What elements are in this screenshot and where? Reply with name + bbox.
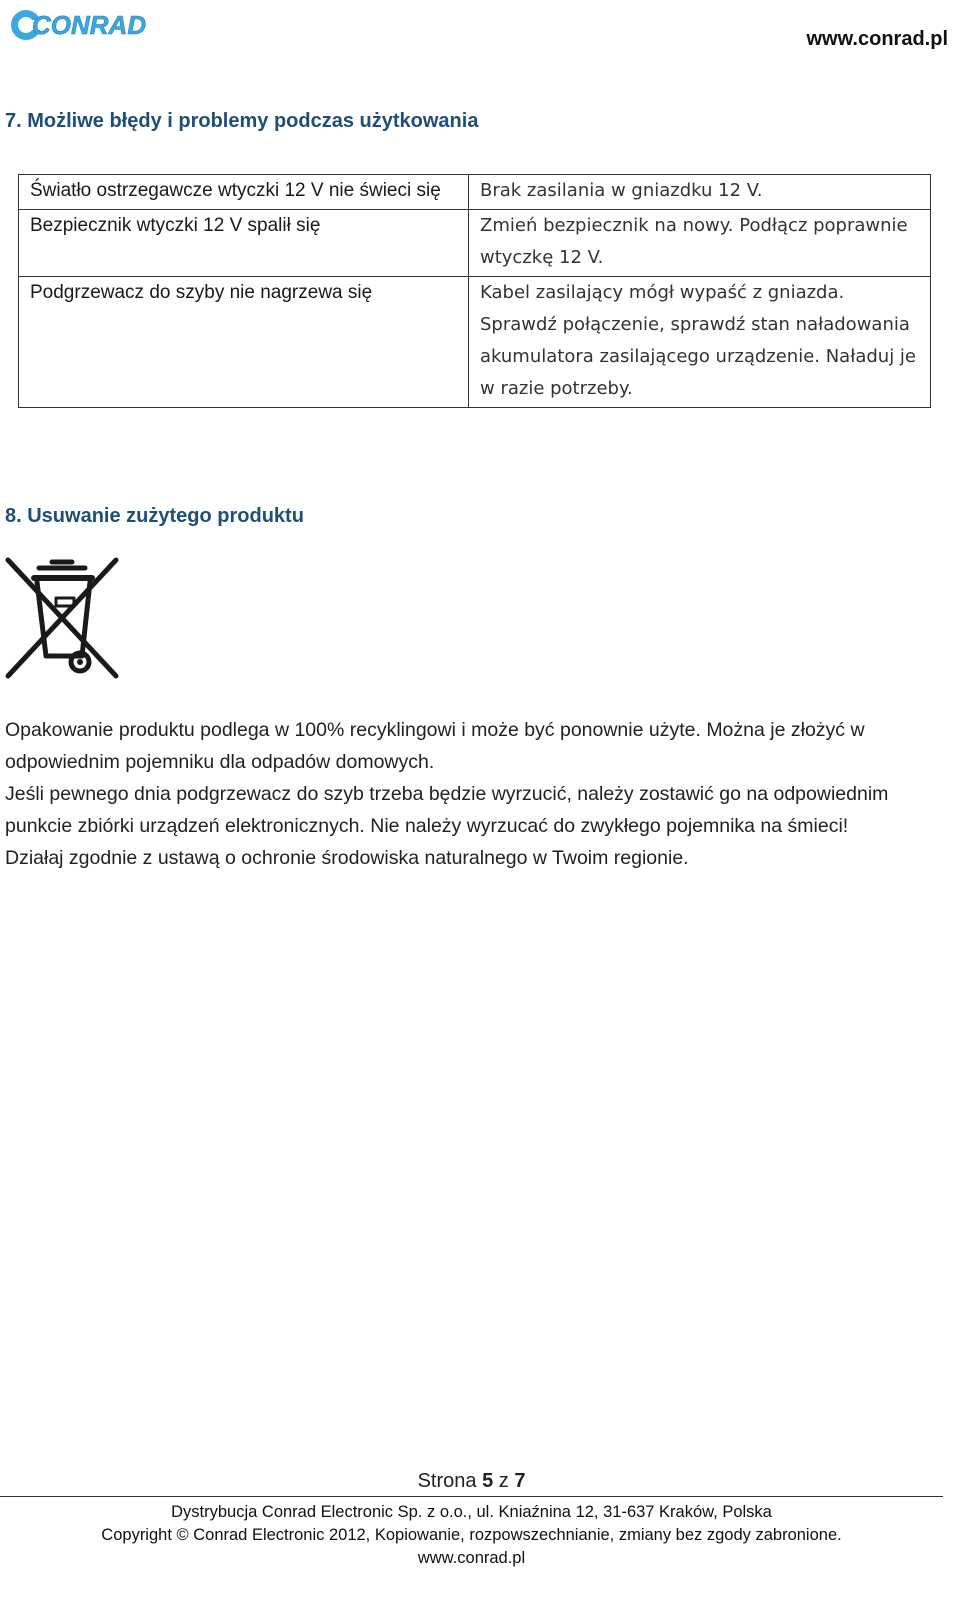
page-label: Strona xyxy=(417,1470,477,1492)
disposal-text xyxy=(5,714,955,874)
solution-cell: Brak zasilania w gniazdku 12 V. xyxy=(469,175,931,210)
solution-cell: Kabel zasilający mógł wypaść z gniazda. Sprawdź połączenie, sprawdź stan naładowania akumulatora zasilającego urządzenie. Naładuj je w razie potrzeby. xyxy=(469,277,931,408)
table-row xyxy=(19,210,931,277)
page-current: 5 xyxy=(482,1470,494,1492)
solution-cell: Zmień bezpiecznik na nowy. Podłącz poprawnie wtyczkę 12 V. xyxy=(469,210,931,277)
section-8-heading: 8. Usuwanie zużytego produktu xyxy=(5,505,304,527)
troubleshooting-table xyxy=(18,174,931,408)
problem-cell: Bezpiecznik wtyczki 12 V spalił się xyxy=(19,210,469,277)
problem-cell: Podgrzewacz do szyby nie nagrzewa się xyxy=(19,277,469,408)
page-number xyxy=(0,1470,943,1493)
paragraph: Działaj zgodnie z ustawą o ochronie środowiska naturalnego w Twoim regionie. xyxy=(5,847,689,869)
paragraph: Opakowanie produktu podlega w 100% recyklingowi i może być ponownie użyte. Można je złożyć w odpowiednim pojemniku dla odpadów domowych. xyxy=(5,719,865,773)
page-total: 7 xyxy=(514,1470,526,1492)
crossed-out-wheelie-bin-icon xyxy=(4,556,120,682)
page-footer xyxy=(0,1501,943,1570)
section-7-heading: 7. Możliwe błędy i problemy podczas użytkowania xyxy=(5,110,479,132)
footer-address: Dystrybucja Conrad Electronic Sp. z o.o., ul. Kniaźnina 12, 31-637 Kraków, Polska xyxy=(171,1503,772,1521)
page-of: z xyxy=(498,1470,509,1492)
table-row xyxy=(19,277,931,408)
footer-url[interactable]: www.conrad.pl xyxy=(417,1549,526,1567)
site-url[interactable]: www.conrad.pl xyxy=(806,28,948,50)
page-header xyxy=(0,0,960,60)
footer-divider xyxy=(0,1496,943,1497)
paragraph: Jeśli pewnego dnia podgrzewacz do szyb trzeba będzie wyrzucić, należy zostawić go na odpowiednim punkcie zbiórki urządzeń elektronicznych. Nie należy wyrzucać do zwykłego pojemnika na śmieci! xyxy=(5,783,889,837)
problem-cell: Światło ostrzegawcze wtyczki 12 V nie świeci się xyxy=(19,175,469,210)
logo-text: CONRAD xyxy=(32,10,147,40)
footer-copyright: Copyright © Conrad Electronic 2012, Kopiowanie, rozpowszechnianie, zmiany bez zgody zabronione. xyxy=(101,1526,842,1544)
table-row xyxy=(19,175,931,210)
conrad-logo xyxy=(6,2,166,46)
